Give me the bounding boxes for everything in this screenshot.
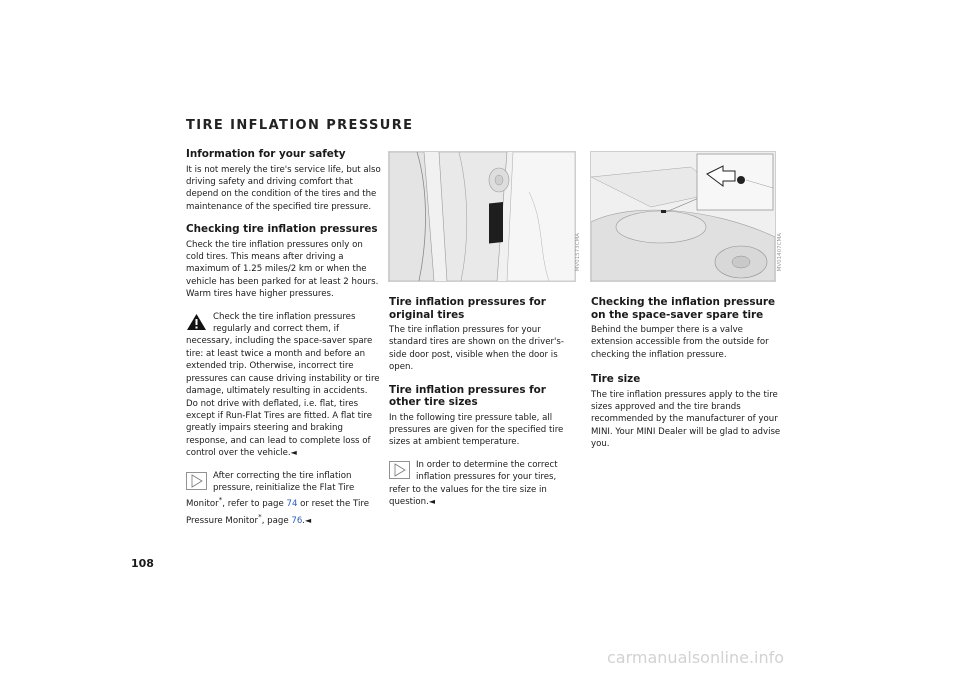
figure-code-1: MV01573CMA <box>575 233 581 272</box>
section-title: TIRE INFLATION PRESSURE <box>186 118 414 133</box>
page-link-76[interactable]: 76 <box>291 515 303 526</box>
heading-other-sizes: Tire inflation pressures for other tire sizes <box>389 383 546 409</box>
warning-triangle-icon <box>186 313 207 331</box>
paragraph-checking-pressures: Check the tire inflation pressures only on cold tires. This means after driving a maximum of 1.25 miles/2 km or when the vehicle has been parked for at least 2 hours. Warm tires have higher pressures. <box>186 239 379 300</box>
note-triangle-icon <box>389 461 410 479</box>
note-triangle-icon <box>186 472 207 490</box>
column-right-top <box>591 296 785 361</box>
heading-original-tires: Tire inflation pressures for original tires <box>389 296 546 321</box>
page-number: 108 <box>131 557 154 570</box>
paragraph-safety-info: It is not merely the tire's service life, but also driving safety and driving comfort that depend on the condition of the tires and the maintenance of the specified tire pressure. <box>186 164 381 212</box>
heading-tire-size: Tire size <box>591 373 641 385</box>
warning-block <box>186 311 382 460</box>
watermark: carmanualsonline.info <box>607 648 785 667</box>
note-text-c: or reset the Tire Pressure Monitor <box>186 499 370 526</box>
warning-text: Check the tire inflation pressures regularly and correct them, if necessary, including the space-saver spare tire: at least twice a month and before an extended trip. Otherwise, incorrect tire pressures can cause driving instability or tire damage, ultimately resulting in accidents. Do not drive with deflated, i.e. flat, tires except if Run-Flat Tires are fitted. A flat tire greatly impairs steering and braking response, and can lead to complete loss of control over the vehicle. <box>186 311 380 459</box>
asterisk-icon: * <box>258 511 262 521</box>
asterisk-icon: * <box>218 495 223 505</box>
paragraph-original-tires: The tire inflation pressures for your standard tires are shown on the driver's-side door post, visible when the door is open. <box>389 325 564 373</box>
paragraph-tire-size: The tire inflation pressures apply to the tire sizes approved and the tire brands recommended by the manufacturer of your MINI. Your MINI Dealer will be glad to advise you. <box>591 389 781 450</box>
door-post-illustration <box>389 152 575 281</box>
column-middle <box>389 296 579 508</box>
heading-spare-tire-check: Checking the inflation pressure on the space-saver spare tire <box>591 296 776 321</box>
note-text-e: . <box>302 515 306 526</box>
column-left <box>186 148 382 527</box>
note-text: In order to determine the correct inflation pressures for your tires, refer to the values for the tire size in question. <box>389 459 558 508</box>
paragraph-other-sizes: In the following tire pressure table, all pressures are given for the specified tire sizes at ambient temperature. <box>389 412 564 448</box>
figure-door-post <box>388 151 576 282</box>
figure-spare-tire-valve <box>590 151 776 282</box>
note-text-b: , refer to page <box>222 499 287 510</box>
end-mark-icon: ◄ <box>290 448 297 458</box>
spare-tire-illustration <box>591 152 775 281</box>
note-text-a: After correcting the tire inflation pressure, reinitialize the Flat Tire Monitor <box>186 470 355 510</box>
note-text-d: , page <box>261 515 292 526</box>
end-mark-icon: ◄ <box>305 515 312 525</box>
note-block-tire-size <box>389 459 579 509</box>
end-mark-icon: ◄ <box>428 497 436 507</box>
figure-code-2: MV01407CMA <box>777 233 783 272</box>
note-block-reinitialize <box>186 470 382 527</box>
page-link-74[interactable]: 74 <box>286 499 298 510</box>
column-right-bottom <box>591 373 785 451</box>
heading-safety-info: Information for your safety <box>186 148 346 160</box>
heading-checking-pressures: Checking tire inflation pressures <box>186 223 378 236</box>
paragraph-spare-tire-check: Behind the bumper there is a valve extension accessible from the outside for checking the inflation pressure. <box>591 325 769 360</box>
